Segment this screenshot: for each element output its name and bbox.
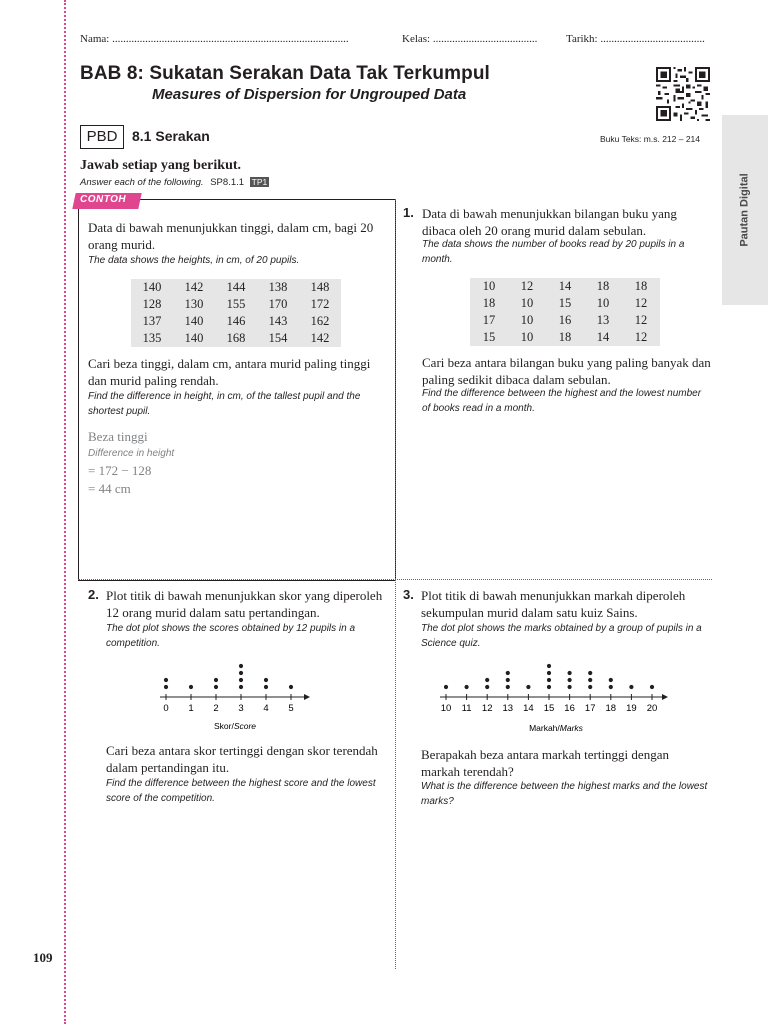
chapter-subtitle: Measures of Dispersion for Ungrouped Data bbox=[152, 86, 467, 103]
q2-axis-label-en: Score bbox=[233, 721, 257, 731]
tp-badge: TP1 bbox=[251, 177, 268, 187]
table-row bbox=[470, 278, 660, 295]
table-cell: 143 bbox=[268, 314, 288, 328]
table-cell: 13 bbox=[596, 313, 610, 327]
example-answer-label-en: Difference in height bbox=[88, 448, 175, 459]
table-cell: 18 bbox=[596, 279, 610, 293]
q3-plot-tick-label: 18 bbox=[605, 703, 617, 714]
table-cell: 128 bbox=[142, 297, 162, 311]
digital-link-label: Pautan Digital bbox=[739, 173, 751, 247]
q3-dot-plot-marks bbox=[440, 664, 668, 714]
q2-intro: Plot titik di bawah menunjukkan skor yang diperoleh 12 orang murid dalam satu pertandingan. bbox=[106, 588, 383, 620]
table-cell: 148 bbox=[310, 280, 330, 294]
q1-question: Cari beza antara bilangan buku yang paling banyak dan paling sedikit dibaca dalam sebulan. bbox=[422, 355, 711, 387]
table-cell: 18 bbox=[558, 330, 572, 344]
q3-plot-dot bbox=[444, 685, 448, 689]
table-cell: 18 bbox=[482, 296, 496, 310]
table-cell: 154 bbox=[268, 331, 288, 345]
table-cell: 12 bbox=[634, 330, 648, 344]
table-cell: 130 bbox=[184, 297, 204, 311]
table-cell: 140 bbox=[142, 280, 162, 294]
q3-plot-dot bbox=[629, 685, 633, 689]
q3-plot-tick-label: 16 bbox=[564, 703, 575, 714]
table-row bbox=[470, 329, 660, 346]
q2-plot-axis-arrow bbox=[304, 694, 310, 700]
q3-plot-dot bbox=[568, 671, 572, 675]
q2-plot-dot bbox=[239, 671, 243, 675]
q3-plot-dot bbox=[547, 678, 551, 682]
q2-question-en: Find the difference between the highest score and the lowest score of the competition. bbox=[106, 778, 376, 804]
q3-plot-tick-label: 17 bbox=[584, 703, 596, 714]
q2-plot-tick-label: 1 bbox=[188, 703, 194, 714]
table-cell: 12 bbox=[634, 296, 648, 310]
page-number: 109 bbox=[33, 950, 53, 965]
q2-plot-tick-label: 3 bbox=[238, 703, 244, 714]
chapter-title: BAB 8: Sukatan Serakan Data Tak Terkumpul bbox=[80, 63, 490, 84]
q2-axis-label-ms: Skor/ bbox=[213, 721, 234, 731]
q2-plot-dot bbox=[214, 685, 218, 689]
table-row bbox=[131, 313, 341, 330]
example-badge: CONTOH bbox=[80, 194, 127, 205]
table-cell: 137 bbox=[142, 314, 162, 328]
example-answer-label: Beza tinggi bbox=[88, 429, 148, 444]
q3-plot-dot bbox=[568, 685, 572, 689]
q3-plot-dot bbox=[485, 685, 489, 689]
class-field: Kelas: ...................................... bbox=[402, 33, 538, 45]
table-cell: 18 bbox=[634, 279, 648, 293]
q3-axis-label-en: Marks bbox=[559, 723, 583, 733]
q3-dot-plot bbox=[434, 655, 674, 735]
table-cell: 155 bbox=[226, 297, 246, 311]
q3-plot-tick-label: 20 bbox=[646, 703, 658, 714]
q3-axis-label-ms: Markah/ bbox=[529, 723, 560, 733]
table-cell: 162 bbox=[310, 314, 330, 328]
learning-standard-code: SP8.1.1 bbox=[210, 177, 245, 188]
q3-question: Berapakah beza antara markah tertinggi dengan markah terendah? bbox=[421, 747, 669, 779]
example-intro: Data di bawah menunjukkan tinggi, dalam cm, bagi 20 orang murid. bbox=[88, 220, 374, 252]
qr-code-icon[interactable] bbox=[656, 67, 710, 121]
table-cell: 168 bbox=[226, 331, 246, 345]
q1-intro: Data di bawah menunjukkan bilangan buku yang dibaca oleh 20 orang murid dalam sebulan. bbox=[422, 206, 677, 238]
textbook-reference: Buku Teks: m.s. 212 – 214 bbox=[600, 134, 701, 144]
q2-axis-label bbox=[214, 721, 256, 731]
table-cell: 17 bbox=[482, 313, 496, 327]
q2-plot-dot bbox=[164, 678, 168, 682]
example-data-table bbox=[131, 279, 341, 347]
q3-plot-tick-label: 15 bbox=[543, 703, 555, 714]
page-margin-line bbox=[64, 0, 66, 1024]
table-cell: 12 bbox=[520, 279, 534, 293]
q2-dot-plot-marks bbox=[160, 664, 310, 714]
q3-plot-dot bbox=[506, 671, 510, 675]
pbd-badge: PBD bbox=[80, 125, 124, 149]
table-cell: 10 bbox=[520, 296, 534, 310]
q3-plot-dot bbox=[506, 685, 510, 689]
q3-question-en: What is the difference between the highest marks and the lowest marks? bbox=[421, 781, 708, 807]
q3-plot-tick-label: 13 bbox=[502, 703, 514, 714]
instruction-english-line bbox=[80, 177, 269, 188]
q3-plot-axis-arrow bbox=[662, 694, 668, 700]
q3-plot-dot bbox=[526, 685, 530, 689]
table-cell: 10 bbox=[520, 330, 534, 344]
q3-plot-dot bbox=[568, 678, 572, 682]
table-cell: 10 bbox=[520, 313, 534, 327]
q3-plot-dot bbox=[588, 678, 592, 682]
table-row bbox=[470, 312, 660, 329]
q2-plot-dot bbox=[239, 678, 243, 682]
q3-plot-dot bbox=[588, 671, 592, 675]
q3-plot-tick-label: 11 bbox=[461, 703, 472, 714]
table-cell: 172 bbox=[310, 297, 330, 311]
q2-plot-tick-label: 2 bbox=[213, 703, 219, 714]
q3-intro: Plot titik di bawah menunjukkan markah diperoleh sekumpulan murid dalam satu kuiz Sains. bbox=[421, 588, 686, 620]
q2-plot-dot bbox=[239, 685, 243, 689]
table-row bbox=[131, 279, 341, 296]
q2-plot-dot bbox=[164, 685, 168, 689]
table-row bbox=[131, 330, 341, 347]
example-question: Cari beza tinggi, dalam cm, antara murid paling tinggi dan murid paling rendah. bbox=[88, 356, 371, 388]
q3-plot-dot bbox=[506, 678, 510, 682]
table-cell: 135 bbox=[142, 331, 162, 345]
q2-question: Cari beza antara skor tertinggi dengan skor terendah dalam pertandingan itu. bbox=[106, 743, 378, 775]
table-cell: 140 bbox=[184, 331, 204, 345]
q3-number: 3. bbox=[403, 587, 414, 602]
q3-plot-dot bbox=[485, 678, 489, 682]
q3-plot-tick-label: 12 bbox=[481, 703, 493, 714]
table-cell: 14 bbox=[558, 279, 572, 293]
table-cell: 170 bbox=[268, 297, 288, 311]
q3-plot-dot bbox=[609, 685, 613, 689]
q3-plot-tick-label: 10 bbox=[440, 703, 452, 714]
instruction-english: Answer each of the following. bbox=[80, 177, 204, 188]
q1-intro-en: The data shows the number of books read by 20 pupils in a month. bbox=[422, 239, 685, 265]
instruction-malay: Jawab setiap yang berikut. bbox=[80, 158, 242, 173]
q2-dot-plot bbox=[150, 655, 320, 735]
example-intro-en: The data shows the heights, in cm, of 20 pupils. bbox=[88, 255, 300, 266]
table-cell: 15 bbox=[482, 330, 496, 344]
q3-plot-dot bbox=[650, 685, 654, 689]
table-cell: 14 bbox=[596, 330, 610, 344]
q2-plot-tick-label: 4 bbox=[263, 703, 269, 714]
q2-number: 2. bbox=[88, 587, 99, 602]
table-cell: 15 bbox=[558, 296, 572, 310]
table-cell: 142 bbox=[184, 280, 204, 294]
table-cell: 140 bbox=[184, 314, 204, 328]
q2-intro-en: The dot plot shows the scores obtained by 12 pupils in a competition. bbox=[106, 623, 356, 649]
table-cell: 144 bbox=[226, 280, 246, 294]
q3-plot-dot bbox=[547, 685, 551, 689]
table-cell: 10 bbox=[596, 296, 610, 310]
q1-question-en: Find the difference between the highest and the lowest number of books read in a month. bbox=[422, 388, 702, 414]
date-field: Tarikh: ...................................... bbox=[566, 33, 705, 45]
q2-plot-dot bbox=[239, 664, 243, 668]
q2-plot-tick-label: 0 bbox=[163, 703, 169, 714]
table-row bbox=[470, 295, 660, 312]
q2-plot-tick-label: 5 bbox=[288, 703, 294, 714]
section-divider-vertical bbox=[395, 199, 396, 969]
q2-plot-dot bbox=[189, 685, 193, 689]
q3-plot-tick-label: 19 bbox=[626, 703, 637, 714]
table-cell: 138 bbox=[268, 280, 288, 294]
table-cell: 12 bbox=[634, 313, 648, 327]
q2-plot-dot bbox=[264, 685, 268, 689]
q3-plot-dot bbox=[465, 685, 469, 689]
example-answer-line-1: = 172 − 128 bbox=[88, 463, 152, 478]
table-cell: 146 bbox=[226, 314, 246, 328]
example-answer-line-2: = 44 cm bbox=[88, 481, 131, 496]
q3-plot-tick-label: 14 bbox=[523, 703, 534, 714]
q3-intro-en: The dot plot shows the marks obtained by a group of pupils in a Science quiz. bbox=[421, 623, 702, 649]
name-field: Nama: ...................................................................................... bbox=[80, 33, 349, 45]
q1-data-table bbox=[470, 278, 660, 346]
table-cell: 10 bbox=[482, 279, 496, 293]
q3-plot-dot bbox=[588, 685, 592, 689]
example-question-en: Find the difference in height, in cm, of the tallest pupil and the shortest pupil. bbox=[88, 391, 361, 417]
q2-plot-dot bbox=[289, 685, 293, 689]
q3-plot-dot bbox=[609, 678, 613, 682]
table-cell: 16 bbox=[558, 313, 572, 327]
q3-axis-label bbox=[529, 723, 584, 733]
q3-plot-dot bbox=[547, 664, 551, 668]
table-cell: 142 bbox=[310, 331, 330, 345]
q1-number: 1. bbox=[403, 205, 414, 220]
table-row bbox=[131, 296, 341, 313]
q3-plot-dot bbox=[547, 671, 551, 675]
digital-link-tab-label-wrap bbox=[722, 115, 768, 305]
q2-plot-dot bbox=[264, 678, 268, 682]
q2-plot-dot bbox=[214, 678, 218, 682]
section-title: 8.1 Serakan bbox=[132, 128, 210, 144]
